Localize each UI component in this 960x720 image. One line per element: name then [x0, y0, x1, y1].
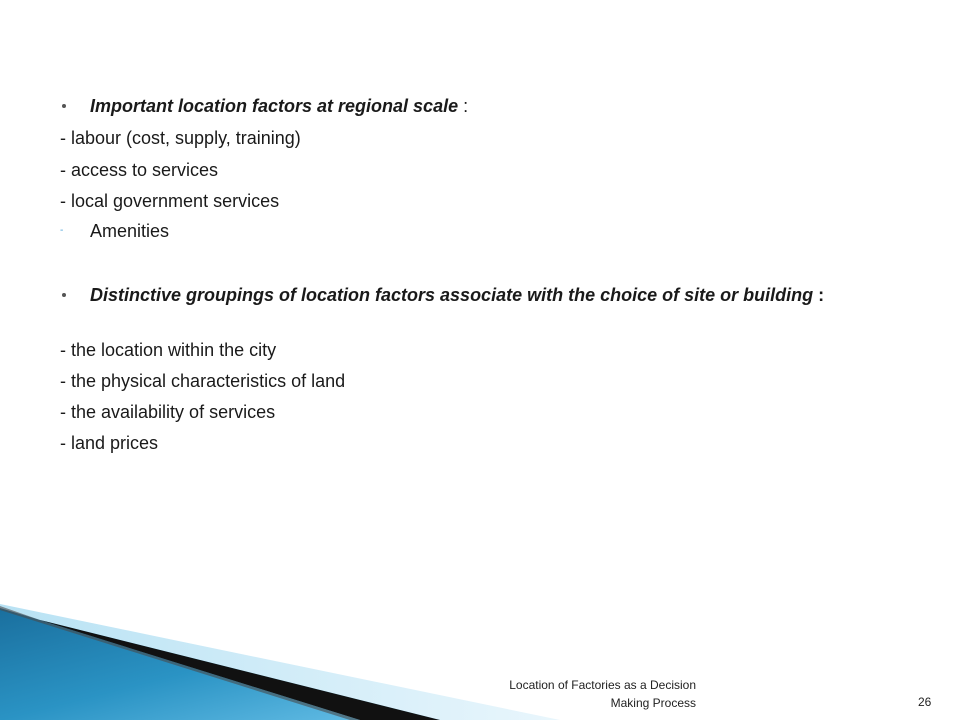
section1-heading [90, 94, 880, 118]
section2-heading-suffix: : [813, 285, 825, 305]
section1-item: - local government services [60, 191, 280, 211]
dash-marker-icon: - [60, 225, 64, 236]
section1-heading-text: Important location factors at regional scale [90, 96, 459, 116]
section1-item: - access to services [60, 160, 219, 180]
page-number: 26 [918, 695, 932, 709]
footer-title-line2: Making Process [610, 696, 696, 710]
section2-heading [90, 283, 880, 307]
footer-title-line1: Location of Factories as a Decision [509, 678, 696, 692]
section2-item: - the availability of services [60, 402, 276, 422]
section1-item-amenities: Amenities [90, 221, 170, 241]
bullet-icon [62, 293, 66, 297]
footer-title [470, 676, 696, 712]
section2-item: - the physical characteristics of land [60, 371, 346, 391]
section2-item: - land prices [60, 433, 159, 453]
section2-heading-text: Distinctive groupings of location factors associate with the choice of site or building [90, 285, 814, 305]
section2-item: - the location within the city [60, 340, 277, 360]
section1-heading-suffix: : [458, 96, 469, 116]
bullet-icon [62, 104, 66, 108]
section1-item: - labour (cost, supply, training) [60, 128, 301, 148]
